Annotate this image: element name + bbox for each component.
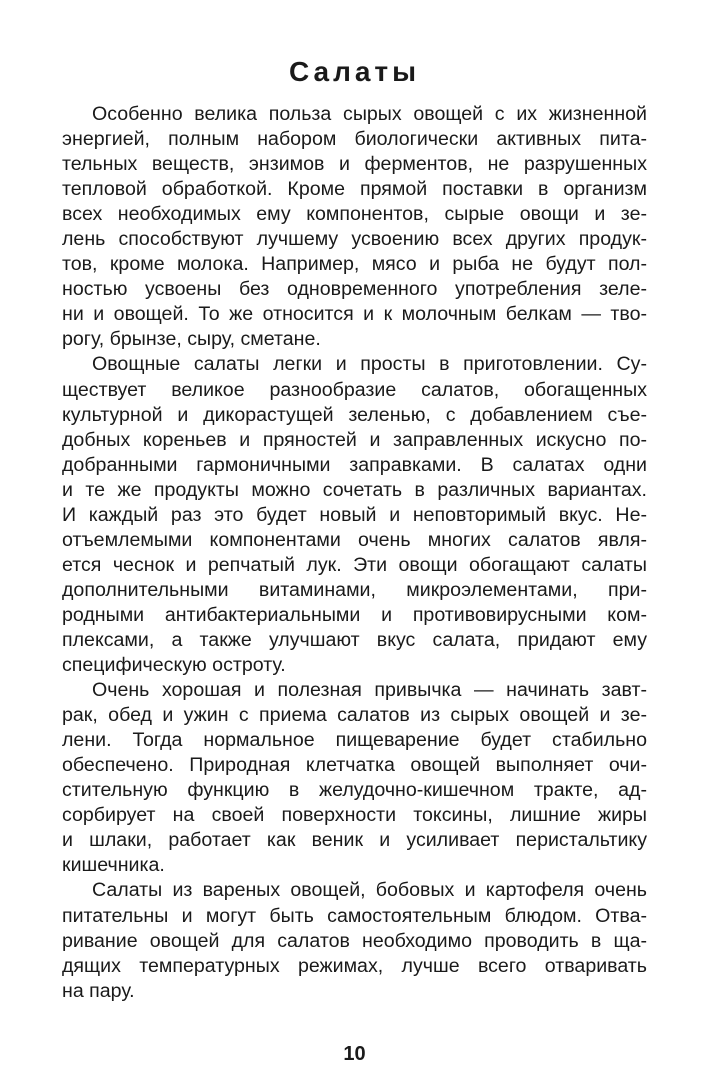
- text-line: дящих температурных режимах, лучше всего отваривать: [62, 954, 647, 977]
- paragraph: [62, 678, 647, 878]
- text-line: всех необходимых ему компонентов, сырые овощи и зе-: [62, 203, 647, 226]
- text-line: тепловой обработкой. Кроме прямой поставки в организм: [62, 178, 647, 201]
- text-line: родными антибактериальными и противовирусными ком-: [62, 603, 647, 626]
- body-text: [62, 102, 647, 1004]
- text-line: Очень хорошая и полезная привычка — начинать завт-: [92, 679, 647, 702]
- paragraph: [62, 352, 647, 678]
- text-line: кишечника.: [62, 854, 165, 877]
- text-line: питательны и могут быть самостоятельным блюдом. Отва-: [62, 904, 647, 927]
- text-line: энергией, полным набором биологически активных пита-: [62, 128, 647, 151]
- text-line: добных кореньев и пряностей и заправленных искусно по-: [62, 428, 647, 451]
- text-line: лени. Тогда нормальное пищеварение будет стабильно: [62, 729, 647, 752]
- text-line: сорбирует на своей поверхности токсины, лишние жиры: [62, 804, 647, 827]
- text-line: ни и овощей. То же относится и к молочным белкам — тво-: [62, 303, 647, 326]
- text-line: Салаты из вареных овощей, бобовых и картофеля очень: [92, 879, 647, 902]
- text-line: ривание овощей для салатов необходимо проводить в ща-: [62, 929, 647, 952]
- paragraph: [62, 878, 647, 1003]
- text-line: рогу, брынзе, сыру, сметане.: [62, 328, 321, 351]
- text-line: и те же продукты можно сочетать в различных вариантах.: [62, 478, 647, 501]
- text-line: И каждый раз это будет новый и неповторимый вкус. Не-: [62, 503, 647, 526]
- page-title: Салаты: [288, 56, 421, 87]
- text-line: дополнительными витаминами, микроэлементами, при-: [62, 578, 647, 601]
- text-line: тельных веществ, энзимов и ферментов, не разрушенных: [62, 153, 647, 176]
- text-line: специфическую остроту.: [62, 654, 286, 677]
- text-line: и шлаки, работает как веник и усиливает перистальтику: [62, 829, 647, 852]
- paragraph: [62, 102, 647, 352]
- text-line: ется чеснок и репчатый лук. Эти овощи обогащают салаты: [62, 553, 647, 576]
- text-line: стительную функцию в желудочно-кишечном тракте, ад-: [62, 779, 647, 802]
- text-line: культурной и дикорастущей зеленью, с добавлением съе-: [62, 403, 647, 426]
- text-line: Особенно велика польза сырых овощей с их жизненной: [92, 103, 647, 125]
- text-line: ществует великое разнообразие салатов, обогащенных: [62, 378, 647, 401]
- text-line: ностью усвоены без одновременного употребления зеле-: [62, 278, 647, 301]
- text-line: лень способствуют лучшему усвоению всех других продук-: [62, 228, 647, 251]
- text-line: рак, обед и ужин с приема салатов из сырых овощей и зе-: [62, 704, 647, 727]
- text-line: отъемлемыми компонентами очень многих салатов явля-: [62, 528, 647, 551]
- text-line: добранными гармоничными заправками. В салатах одни: [62, 453, 647, 476]
- text-line: тов, кроме молока. Например, мясо и рыба не будут пол-: [62, 253, 647, 276]
- text-line: обеспечено. Природная клетчатка овощей выполняет очи-: [62, 754, 647, 777]
- text-line: плексами, а также улучшают вкус салата, придают ему: [62, 628, 647, 651]
- text-line: Овощные салаты легки и просты в приготовлении. Су-: [92, 353, 647, 376]
- text-line: на пару.: [62, 979, 135, 1002]
- page-number: 10: [343, 1043, 366, 1065]
